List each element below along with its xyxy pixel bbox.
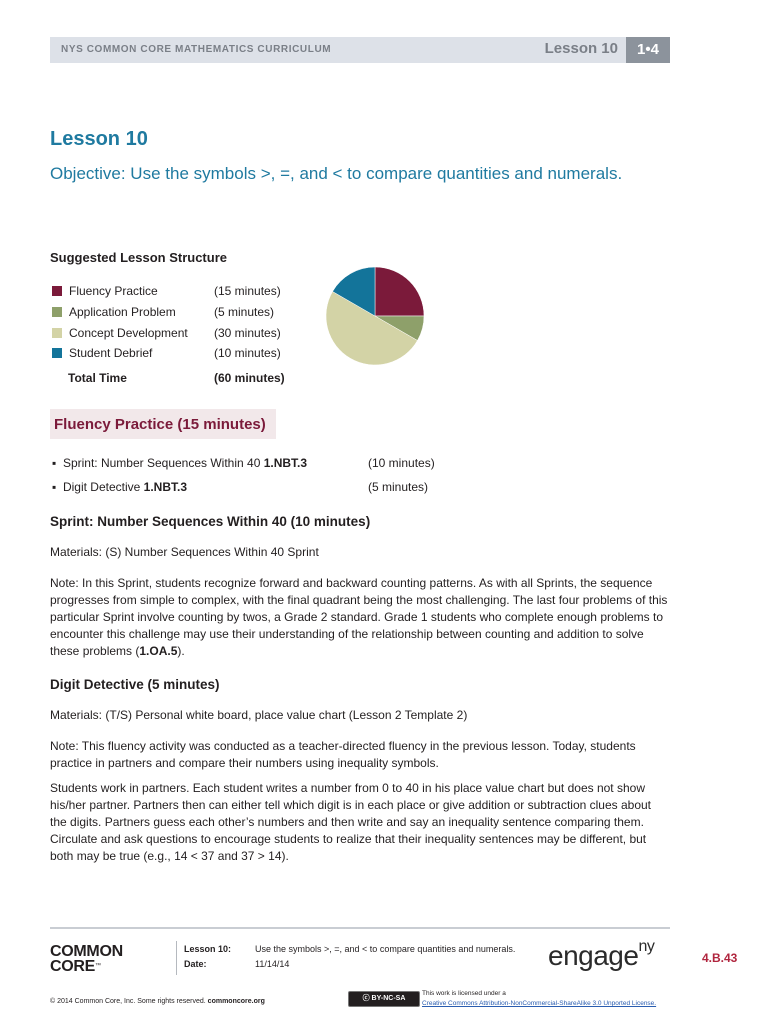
license-link[interactable]: Creative Commons Attribution-NonCommercial-ShareAlike 3.0 Unported License. [422,1000,657,1007]
copyright-text: © 2014 Common Core, Inc. Some rights reserved. [50,998,208,1005]
structure-item-label: Student Debrief [69,346,153,360]
structure-item-label: Application Problem [69,305,176,319]
logo-tm: ™ [95,963,101,969]
pie-slice [375,267,424,316]
engageny-logo [548,938,654,972]
digit-materials: Materials: (T/S) Personal white board, place value chart (Lesson 2 Template 2) [50,708,468,722]
header-lesson: Lesson 10 [544,40,618,57]
bullet-icon: ▪ [52,456,57,470]
footer-date-value: 11/14/14 [255,959,290,969]
sprint-note-text: Note: In this Sprint, students recognize forward and backward counting patterns. As with all Sprints, the sequence progresses from simple to complex, with the final quadrant being the most challenging. The last four problems of this particular Sprint involve counting by twos, a Grade 2 standard. Grade 1 students who complete enough problems to encounter this challenge may use their understanding of the relationship between counting and addition to solve these problems ( [50,576,668,658]
footer-lesson-label: Lesson 10: [184,944,232,954]
fluency-bullet [52,480,187,494]
copyright-site[interactable]: commoncore.org [207,998,265,1005]
bullet-standard: 1.NBT.3 [263,456,308,470]
brand-text: engage [548,940,639,971]
sprint-note [50,575,670,660]
sprint-note-standard: 1.OA.5 [139,644,178,658]
bullet-minutes: (10 minutes) [368,456,435,470]
structure-item-label: Fluency Practice [69,284,158,298]
license-text [422,989,656,1009]
sprint-note-end: ). [177,644,185,658]
digit-note: Note: This fluency activity was conducted as a teacher-directed fluency in the previous lesson. Today, students practice in partners and compare their numbers using inequality symbols. [50,739,636,770]
lesson-objective: Objective: Use the symbols >, =, and < to compare quantities and numerals. [50,164,623,183]
sprint-heading: Sprint: Number Sequences Within 40 (10 minutes) [50,514,371,529]
fluency-bullet [52,456,307,470]
page-header [50,37,670,63]
module-badge: 1•4 [626,37,670,63]
common-core-logo [50,944,123,974]
bullet-icon: ▪ [52,480,57,494]
lesson-title: Lesson 10 [50,128,148,150]
total-time-minutes: (60 minutes) [214,371,285,385]
structure-item-minutes: (5 minutes) [214,305,275,319]
sprint-materials: Materials: (S) Number Sequences Within 40 Sprint [50,545,319,559]
bullet-text: Sprint: Number Sequences Within 40 [62,456,264,470]
license-line-1: This work is licensed under a [422,990,506,997]
legend-swatch [52,328,62,338]
footer-separator [176,941,177,975]
bullet-standard: 1.NBT.3 [143,480,187,494]
logo-line-2: CORE [50,958,96,975]
structure-item-label: Concept Development [69,326,188,340]
lesson-structure-pie [325,265,425,367]
digit-body: Students work in partners. Each student writes a number from 0 to 40 in his place value chart but does not show his/her partner. Partners then can either tell which digit is in each place or give addition or subtraction clues about the digits. Partners guess each other’s numbers and then write and say an inequality sentence comparing them. Circulate and ask questions to encourage students to realize that their inequality sentences may be different, but both may be true (e.g., 14 < 37 and 37 > 14). [50,781,652,863]
legend-swatch [52,348,62,358]
footer-lesson-value: Use the symbols >, =, and < to compare quantities and numerals. [255,944,516,954]
total-time-label: Total Time [68,371,127,385]
footer-divider [50,927,670,929]
legend-swatch [52,286,62,296]
logo-line-1: COMMON [50,943,123,960]
structure-heading: Suggested Lesson Structure [50,250,227,265]
structure-item [52,346,152,362]
fluency-heading: Fluency Practice (15 minutes) [54,416,266,433]
bullet-text: Digit Detective [62,480,144,494]
structure-item-minutes: (10 minutes) [214,346,281,360]
cc-license-badge[interactable]: ⓒ BY-NC-SA [348,991,420,1007]
structure-item [52,284,158,300]
structure-item [52,326,188,342]
digit-heading: Digit Detective (5 minutes) [50,677,220,692]
structure-item-minutes: (30 minutes) [214,326,281,340]
copyright [50,998,265,1005]
footer-date-label: Date: [184,959,207,969]
bullet-minutes: (5 minutes) [368,480,429,494]
structure-item [52,305,176,321]
brand-sup: ny [638,938,655,955]
structure-item-minutes: (15 minutes) [214,284,281,298]
curriculum-title: NYS COMMON CORE MATHEMATICS CURRICULUM [61,44,332,55]
legend-swatch [52,307,62,317]
page-number: 4.B.43 [702,951,738,965]
